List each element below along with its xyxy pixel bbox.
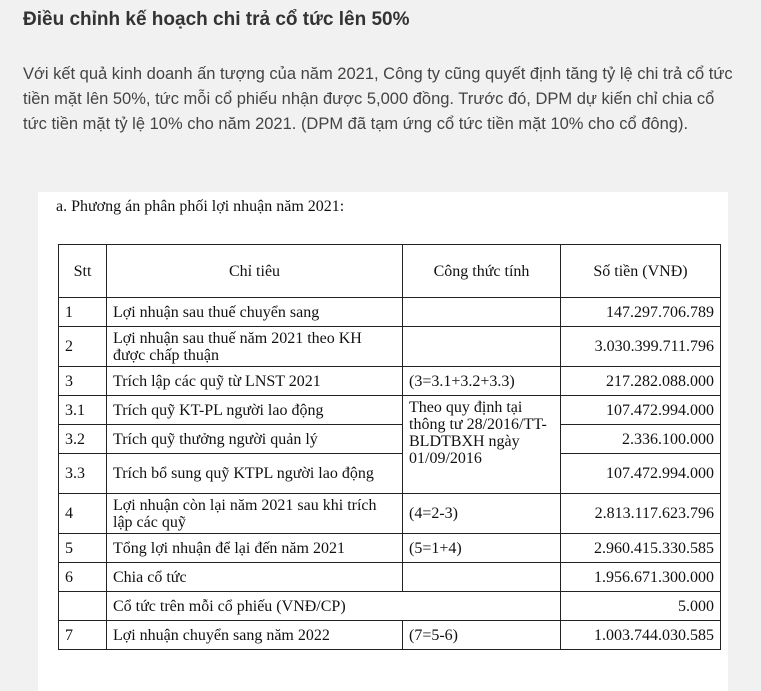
cell-formula: (5=1+4) — [403, 534, 561, 563]
cell-item: Lợi nhuận chuyển sang năm 2022 — [107, 621, 403, 650]
cell-item: Trích bổ sung quỹ KTPL người lao động — [107, 454, 403, 494]
cell-amount: 2.960.415.330.585 — [561, 534, 721, 563]
cell-stt: 7 — [59, 621, 107, 650]
table-row — [59, 494, 721, 534]
table-caption: a. Phương án phân phối lợi nhuận năm 2021: — [56, 198, 345, 215]
cell-amount: 217.282.088.000 — [561, 367, 721, 396]
cell-item: Cổ tức trên mỗi cổ phiếu (VNĐ/CP) — [107, 592, 561, 621]
cell-amount: 107.472.994.000 — [561, 396, 721, 425]
cell-amount: 5.000 — [561, 592, 721, 621]
cell-stt: 2 — [59, 327, 107, 367]
article-paragraph: Với kết quả kinh doanh ấn tượng của năm 2021, Công ty cũng quyết định tăng tỷ lệ chi trả cổ tức tiền mặt lên 50%, tức mỗi cổ phiếu nhận được 5,000 đồng. Trước đó, DPM dự kiến chỉ chia cổ tức tiền mặt tỷ lệ 10% cho năm 2021. (DPM đã tạm ứng cổ tức tiền mặt 10% cho cổ đông). — [23, 65, 733, 133]
cell-formula: (4=2-3) — [403, 494, 561, 534]
header-item: Chỉ tiêu — [107, 245, 403, 298]
cell-item: Trích quỹ thưởng người quản lý — [107, 425, 403, 454]
table-row — [59, 563, 721, 592]
document-image — [38, 192, 728, 691]
cell-item: Lợi nhuận còn lại năm 2021 sau khi trích lập các quỹ — [107, 494, 403, 534]
cell-item: Trích lập các quỹ từ LNST 2021 — [107, 367, 403, 396]
cell-stt: 1 — [59, 298, 107, 327]
cell-amount: 2.813.117.623.796 — [561, 494, 721, 534]
cell-amount: 1.956.671.300.000 — [561, 563, 721, 592]
table-row — [59, 396, 721, 425]
table-row — [59, 621, 721, 650]
cell-formula: (3=3.1+3.2+3.3) — [403, 367, 561, 396]
cell-amount: 1.003.744.030.585 — [561, 621, 721, 650]
table-header-row — [59, 245, 721, 298]
table-row — [59, 454, 721, 494]
cell-stt: 3.3 — [59, 454, 107, 494]
table-row — [59, 425, 721, 454]
cell-stt: 3.2 — [59, 425, 107, 454]
cell-formula-merged: Theo quy định tại thông tư 28/2016/TT-BLDTBXH ngày 01/09/2016 — [403, 396, 561, 494]
cell-stt: 3.1 — [59, 396, 107, 425]
cell-formula: (7=5-6) — [403, 621, 561, 650]
header-amount: Số tiền (VNĐ) — [561, 245, 721, 298]
cell-stt: 4 — [59, 494, 107, 534]
article-heading: Điều chỉnh kế hoạch chi trả cổ tức lên 50% — [23, 9, 410, 30]
cell-amount: 147.297.706.789 — [561, 298, 721, 327]
table-row — [59, 534, 721, 563]
cell-item: Lợi nhuận sau thuế năm 2021 theo KH được chấp thuận — [107, 327, 403, 367]
cell-formula — [403, 327, 561, 367]
cell-item: Lợi nhuận sau thuế chuyển sang — [107, 298, 403, 327]
cell-stt: 6 — [59, 563, 107, 592]
cell-item: Trích quỹ KT-PL người lao động — [107, 396, 403, 425]
table-row — [59, 327, 721, 367]
cell-formula — [403, 563, 561, 592]
table-row — [59, 367, 721, 396]
cell-item: Tổng lợi nhuận để lại đến năm 2021 — [107, 534, 403, 563]
cell-stt: 3 — [59, 367, 107, 396]
header-stt: Stt — [59, 245, 107, 298]
cell-formula — [403, 298, 561, 327]
cell-amount: 3.030.399.711.796 — [561, 327, 721, 367]
cell-item: Chia cổ tức — [107, 563, 403, 592]
table-row — [59, 298, 721, 327]
cell-amount: 2.336.100.000 — [561, 425, 721, 454]
cell-amount: 107.472.994.000 — [561, 454, 721, 494]
header-formula: Công thức tính — [403, 245, 561, 298]
cell-stt — [59, 592, 107, 621]
cell-stt: 5 — [59, 534, 107, 563]
table-row — [59, 592, 721, 621]
profit-distribution-table — [58, 244, 721, 650]
